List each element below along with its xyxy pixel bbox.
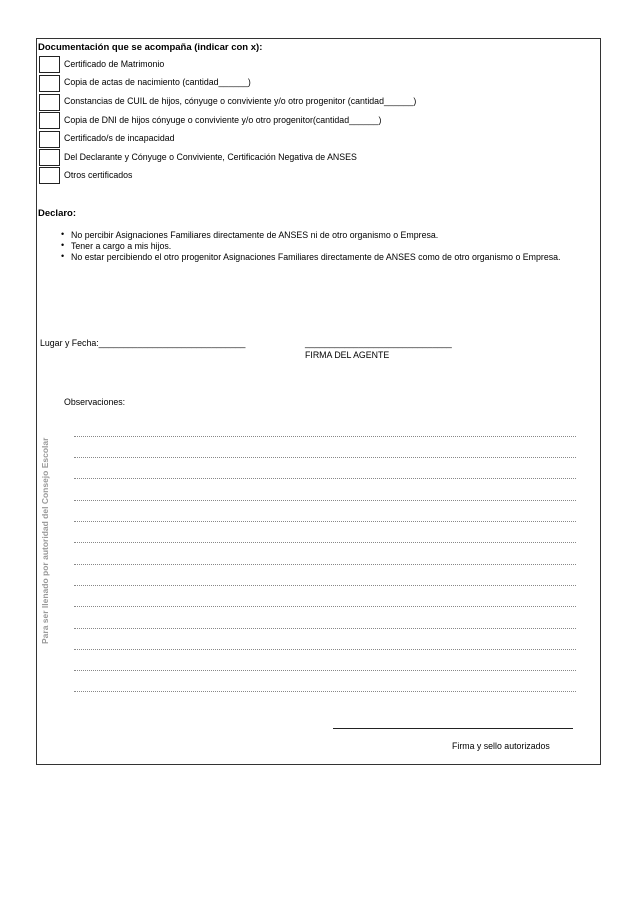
observation-line[interactable] [74,628,576,629]
observation-line[interactable] [74,521,576,522]
declaration-title: Declaro: [38,208,77,219]
agent-signature-label: FIRMA DEL AGENTE [305,350,390,360]
checkbox-anses-negative[interactable] [39,149,60,166]
bullet-icon: • [61,240,65,250]
observation-line[interactable] [74,564,576,565]
observation-line[interactable] [74,649,576,650]
agent-signature-line[interactable]: ______________________________ [305,338,452,348]
doc-item-label: Certificado de Matrimonio [64,59,165,69]
doc-item-label: Copia de DNI de hijos cónyuge o conviviente y/o otro progenitor(cantidad______) [64,115,382,125]
observation-line[interactable] [74,436,576,437]
doc-item-label: Certificado/s de incapacidad [64,133,175,143]
declaration-item: Tener a cargo a mis hijos. [71,241,172,251]
bullet-icon: • [61,229,65,239]
council-side-note: Para ser llenado por autoridad del Consejo Escolar [40,437,50,644]
observation-line[interactable] [74,500,576,501]
authorized-signature-label: Firma y sello autorizados [452,741,550,751]
checkbox-other-certificates[interactable] [39,167,60,184]
bullet-icon: • [61,251,65,261]
checkbox-birth-certificates[interactable] [39,75,60,92]
authorized-signature-line[interactable] [333,728,573,729]
observation-line[interactable] [74,478,576,479]
checkbox-disability-certificate[interactable] [39,131,60,148]
checkbox-marriage-certificate[interactable] [39,56,60,73]
observation-line[interactable] [74,457,576,458]
place-date-field[interactable]: Lugar y Fecha:______________________________ [40,338,246,348]
observation-line[interactable] [74,606,576,607]
checkbox-dni-copies[interactable] [39,112,60,129]
doc-item-label: Copia de actas de nacimiento (cantidad______) [64,77,251,87]
checkbox-cuil-records[interactable] [39,94,60,111]
observation-line[interactable] [74,691,576,692]
doc-item-label: Otros certificados [64,170,133,180]
observation-line[interactable] [74,670,576,671]
declaration-item: No estar percibiendo el otro progenitor Asignaciones Familiares directamente de ANSES como de otro organismo o Empresa. [71,252,561,262]
doc-item-label: Del Declarante y Cónyuge o Conviviente, Certificación Negativa de ANSES [64,152,357,162]
observations-label: Observaciones: [64,397,126,407]
observation-line[interactable] [74,542,576,543]
documentation-header: Documentación que se acompaña (indicar con x): [38,42,263,53]
doc-item-label: Constancias de CUIL de hijos, cónyuge o conviviente y/o otro progenitor (cantidad______) [64,96,417,106]
declaration-item: No percibir Asignaciones Familiares directamente de ANSES ni de otro organismo o Empresa. [71,230,439,240]
observation-line[interactable] [74,585,576,586]
